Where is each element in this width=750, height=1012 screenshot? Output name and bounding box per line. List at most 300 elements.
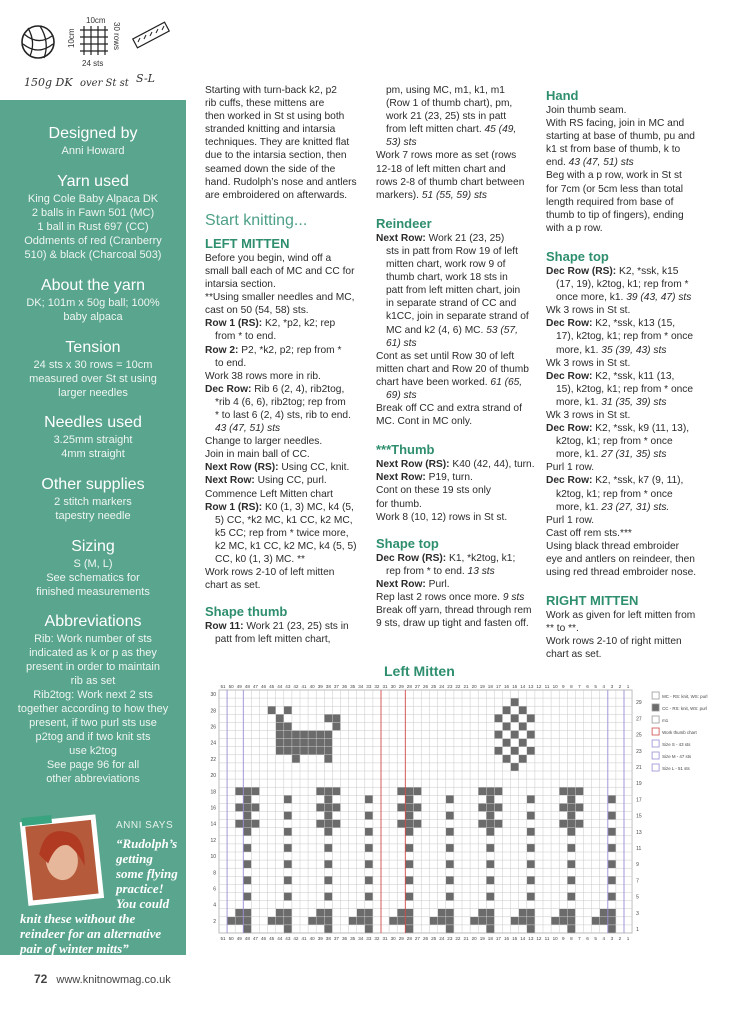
- row-text: K2, *ssk, k7 (9, 11),: [592, 475, 684, 487]
- instruction-line: for 7cm (or 5cm less than total: [546, 183, 684, 195]
- chart-row-label: 28: [210, 708, 216, 715]
- hand-heading: Hand: [546, 88, 579, 103]
- chart-column-label: 9: [561, 936, 565, 941]
- stitch-count: 39 (43, 47) sts: [623, 292, 692, 304]
- chart-column-label: 36: [341, 936, 348, 941]
- chart-cc-cell: [243, 893, 251, 901]
- instruction-line: thumb to tip of fingers), ending: [546, 209, 684, 221]
- chart-column-label: 14: [520, 936, 526, 941]
- instruction-line: [376, 471, 536, 484]
- chart-cc-cell: [592, 917, 600, 925]
- chart-row-label: 9: [636, 862, 639, 869]
- stitch-count: 53) sts: [386, 137, 417, 149]
- chart-cc-cell: [527, 812, 535, 820]
- chart-column-label: 42: [293, 684, 299, 689]
- chart-legend-swatch: [652, 704, 659, 711]
- chart-column-label: 16: [503, 936, 510, 941]
- quote-line: You could: [116, 896, 170, 911]
- needles-section: [0, 413, 186, 461]
- stitch-count: 23 (27, 31) sts.: [598, 501, 670, 513]
- row-text: once more, k1.: [556, 292, 624, 304]
- chart-cc-cell: [511, 698, 519, 706]
- column-3: [546, 84, 716, 662]
- chart-cc-cell: [494, 803, 502, 811]
- row-label: Row 2:: [205, 344, 239, 356]
- instruction-line: from * to end.: [215, 331, 277, 343]
- chart-column-label: 36: [341, 684, 348, 689]
- chart-cc-cell: [235, 909, 243, 917]
- row-text: from left mitten chart.: [386, 124, 482, 136]
- chart-legend-swatch: [652, 764, 659, 771]
- chart-svg: [205, 682, 745, 944]
- chart-column-label: 20: [471, 936, 477, 941]
- chart-cc-cell: [308, 917, 316, 925]
- instruction-line: cast on 50 (54, 58) sts.: [205, 305, 309, 317]
- chart-cc-cell: [243, 925, 251, 933]
- instruction-line: [205, 474, 365, 487]
- sizing-heading: Sizing: [71, 538, 115, 555]
- instruction-line: Work 38 rows more in rib.: [205, 370, 321, 382]
- row-label: Dec Row (RS):: [376, 552, 447, 564]
- instruction-line: Work 7 rows more as set (rows: [376, 150, 517, 162]
- instruction-line: Wk 3 rows in St st.: [546, 357, 631, 369]
- instruction-line: k1 st from base of thumb, k to: [546, 144, 681, 156]
- supplies-section: [0, 475, 186, 523]
- instruction-line: [205, 317, 365, 330]
- chart-cc-cell: [446, 917, 454, 925]
- chart-cc-cell: [332, 787, 340, 795]
- chart-row-label: 17: [636, 797, 642, 804]
- chart-cc-cell: [276, 731, 284, 739]
- abbreviation-line: together according to how they: [17, 703, 169, 715]
- chart-cc-cell: [608, 925, 616, 933]
- thumb-shape-top-heading: Shape top: [376, 535, 439, 551]
- chart-cc-cell: [405, 876, 413, 884]
- row-label: Next Row (RS):: [205, 462, 279, 474]
- chart-cc-cell: [405, 787, 413, 795]
- chart-cc-cell: [276, 714, 284, 722]
- instruction-line: Break off CC and extra strand of: [376, 403, 522, 415]
- chart-column-label: 33: [366, 936, 372, 941]
- chart-column-label: 38: [325, 684, 331, 689]
- tension-grid-icon: [80, 26, 108, 55]
- instruction-line: [546, 291, 716, 304]
- chart-cc-cell: [567, 828, 575, 836]
- chart-cc-cell: [600, 909, 608, 917]
- instruction-line: [205, 344, 365, 357]
- chart-cc-cell: [243, 828, 251, 836]
- row-label: Dec Row:: [546, 475, 593, 487]
- chart-cc-cell: [519, 917, 527, 925]
- chart-cc-cell: [478, 787, 486, 795]
- row-text: P2, *k2, p2; rep from *: [238, 344, 342, 356]
- intro-line: techniques. They are knitted flat: [205, 137, 350, 149]
- chart-cc-cell: [503, 739, 511, 747]
- row-text: Work 21 (23, 25) sts in: [243, 621, 349, 633]
- chart-row-label: 14: [210, 821, 216, 828]
- chart-row-label: 8: [213, 870, 216, 877]
- row-text: end.: [546, 157, 566, 169]
- chart-cc-cell: [486, 828, 494, 836]
- chart-cc-cell: [567, 787, 575, 795]
- instruction-line: [376, 189, 536, 202]
- reindeer-heading: Reindeer: [376, 215, 432, 231]
- chart-cc-cell: [308, 731, 316, 739]
- chart-cc-cell: [486, 917, 494, 925]
- yarn-used-heading: Yarn used: [57, 173, 129, 190]
- chart-cc-cell: [365, 844, 373, 852]
- designed-by-section: [0, 124, 186, 158]
- row-text: K0 (1, 3) MC, k4 (5,: [262, 501, 354, 513]
- chart-column-label: 10: [552, 936, 558, 941]
- chart-legend-swatch: [652, 692, 659, 699]
- instruction-line: *rib 4 (6, 6), rib2tog; rep from: [215, 396, 346, 408]
- instruction-line: eye and antlers on reindeer, then: [546, 554, 695, 565]
- instruction-line: [546, 344, 716, 357]
- chart-row-label: 4: [213, 902, 216, 909]
- chart-cc-cell: [405, 893, 413, 901]
- row-text: MC and k2 (4, 6) MC.: [386, 324, 484, 336]
- chart-column-label: 15: [512, 936, 518, 941]
- instruction-line: [546, 317, 716, 330]
- chart-cc-cell: [324, 820, 332, 828]
- needles-line: 4mm straight: [61, 448, 125, 460]
- chart-cc-cell: [608, 860, 616, 868]
- abbreviation-line: See page 96 for all: [46, 759, 140, 771]
- chart-column-label: 32: [374, 684, 380, 689]
- chart-cc-cell: [527, 747, 535, 755]
- chart-cc-cell: [567, 844, 575, 852]
- chart-cc-cell: [316, 820, 324, 828]
- tension-heading: Tension: [65, 339, 121, 356]
- chart-cc-cell: [567, 893, 575, 901]
- chart-cc-cell: [268, 917, 276, 925]
- chart-column-label: 18: [487, 684, 493, 689]
- chart-row-label: 24: [210, 740, 216, 747]
- chart-cc-cell: [365, 860, 373, 868]
- abbreviation-line: p2tog and if two knit sts: [35, 731, 151, 743]
- chart-cc-cell: [519, 706, 527, 714]
- page-footer: [34, 972, 171, 986]
- ruler-icon: [133, 22, 169, 48]
- instruction-line: Wk 3 rows in St st.: [546, 409, 631, 421]
- instruction-line: mitten chart and Row 20 of thumb: [376, 363, 529, 375]
- chart-column-label: 23: [447, 684, 453, 689]
- chart-cc-cell: [316, 909, 324, 917]
- anni-says-label: ANNI SAYS: [116, 820, 174, 831]
- chart-cc-cell: [316, 803, 324, 811]
- chart-column-label: 13: [528, 936, 534, 941]
- instruction-line: 12-18 of left mitten chart and: [376, 163, 506, 175]
- chart-column-label: 34: [358, 936, 364, 941]
- row-text: more, k1.: [556, 396, 599, 408]
- chart-cc-cell: [284, 731, 292, 739]
- chart-row-label: 6: [213, 886, 216, 893]
- chart-cc-cell: [235, 820, 243, 828]
- chart-cc-cell: [503, 706, 511, 714]
- chart-cc-cell: [284, 860, 292, 868]
- chart-column-label: 32: [374, 936, 380, 941]
- chart-cc-cell: [486, 844, 494, 852]
- intro-line: seamed down the side of the: [205, 163, 336, 175]
- instruction-line: With RS facing, join in MC and: [546, 118, 685, 130]
- yarn-line: 510) & black (Charcoal 503): [24, 249, 162, 261]
- chart-cc-cell: [600, 917, 608, 925]
- chart-column-label: 50: [228, 936, 234, 941]
- chart-column-label: 29: [398, 684, 404, 689]
- chart-cc-cell: [243, 820, 251, 828]
- chart-cc-cell: [268, 706, 276, 714]
- instruction-line: [376, 324, 536, 337]
- chart-legend-label: CC - RS: knit, WS: purl: [662, 706, 707, 711]
- chart-cc-cell: [430, 917, 438, 925]
- chart-cc-cell: [527, 860, 535, 868]
- instruction-line: Purl 1 row.: [546, 514, 595, 526]
- instruction-line: pm, using MC, m1, k1, m1: [386, 85, 505, 96]
- stitch-count: 13 sts: [464, 565, 495, 577]
- instruction-line: Using black thread embroider: [546, 540, 680, 552]
- chart-cc-cell: [300, 747, 308, 755]
- chart-cc-cell: [486, 803, 494, 811]
- chart-column-label: 20: [471, 684, 477, 689]
- instruction-line: Work rows 2-10 of right mitten: [546, 636, 682, 648]
- sidebar: [0, 0, 186, 955]
- stitch-count: 9 sts: [500, 592, 525, 603]
- chart-cc-cell: [397, 820, 405, 828]
- chart-cc-cell: [608, 876, 616, 884]
- chart-cc-cell: [324, 917, 332, 925]
- row-text: K2, *p2, k2; rep: [262, 318, 336, 330]
- chart-column-label: 51: [220, 684, 226, 689]
- chart-cc-cell: [284, 925, 292, 933]
- chart-column-label: 45: [269, 936, 275, 941]
- chart-cc-cell: [559, 909, 567, 917]
- chart-cc-cell: [405, 803, 413, 811]
- stitch-count: 45 (49,: [481, 124, 517, 136]
- tension-line: larger needles: [58, 387, 128, 399]
- chart-cc-cell: [251, 787, 259, 795]
- chart-row-label: 5: [636, 894, 639, 901]
- instruction-line: MC. Cont in MC only.: [376, 416, 473, 428]
- instruction-line: 9 sts, draw up tight and fasten off.: [376, 618, 529, 630]
- instruction-line: k1CC, join in separate strand of: [386, 311, 529, 323]
- chart-cc-cell: [527, 917, 535, 925]
- info-icons: [0, 0, 186, 100]
- chart-cc-cell: [316, 731, 324, 739]
- chart-cc-cell: [405, 820, 413, 828]
- chart-cc-cell: [567, 820, 575, 828]
- chart-column-label: 39: [317, 936, 323, 941]
- supplies-line: tapestry needle: [55, 510, 131, 522]
- chart-cc-cell: [494, 714, 502, 722]
- abbreviation-line: Rib2tog: Work next 2 sts: [33, 689, 153, 701]
- instruction-line: Before you begin, wind off a: [205, 252, 332, 264]
- chart-cc-cell: [527, 893, 535, 901]
- chart-column-label: 3: [610, 936, 614, 941]
- instruction-line: [205, 620, 365, 633]
- chart-column-label: 45: [269, 684, 275, 689]
- chart-row-label: 13: [636, 829, 642, 836]
- row-label: Row 1 (RS):: [205, 501, 263, 513]
- chart-cc-cell: [235, 917, 243, 925]
- sizing-line: finished measurements: [36, 586, 150, 598]
- chart-row-label: 19: [636, 781, 642, 788]
- chart-cc-cell: [511, 714, 519, 722]
- chart-cc-cell: [324, 714, 332, 722]
- chart-cc-cell: [527, 844, 535, 852]
- chart-row-label: 15: [636, 813, 642, 820]
- instruction-line: rows 2-8 of thumb chart between: [376, 176, 525, 188]
- chart-cc-cell: [527, 925, 535, 933]
- chart-cc-cell: [567, 812, 575, 820]
- chart-cc-cell: [349, 917, 357, 925]
- row-text: Purl.: [425, 578, 450, 590]
- chart-column-label: 1: [626, 684, 630, 689]
- chart-column-label: 37: [333, 936, 340, 941]
- chart-column-label: 24: [439, 684, 445, 689]
- chart-column-label: 41: [301, 936, 307, 941]
- chart-column-label: 26: [422, 936, 429, 941]
- chart-cc-cell: [397, 803, 405, 811]
- chart-cc-cell: [478, 917, 486, 925]
- instruction-line: in separate strand of CC and: [386, 298, 517, 310]
- chart-column-label: 5: [594, 936, 597, 941]
- instruction-line: Wk 3 rows in St st.: [546, 305, 631, 317]
- designed-by-heading: Designed by: [48, 125, 138, 142]
- chart-legend-label: Size M - 47 sts: [662, 754, 692, 759]
- chart-column-label: 8: [570, 936, 573, 941]
- instruction-line: intarsia section.: [205, 279, 276, 291]
- anni-quote: [20, 836, 182, 956]
- chart-cc-cell: [292, 747, 300, 755]
- chart-row-label: 2: [213, 918, 216, 925]
- chart-cc-cell: [324, 812, 332, 820]
- chart-cc-cell: [486, 876, 494, 884]
- chart-column-label: 40: [309, 684, 315, 689]
- chart-cc-cell: [494, 731, 502, 739]
- instruction-line: [376, 232, 536, 245]
- chart-column-label: 6: [586, 936, 589, 941]
- chart-cc-cell: [284, 828, 292, 836]
- chart-cc-cell: [575, 820, 583, 828]
- chart-row-label: 12: [210, 837, 216, 844]
- chart-cc-cell: [243, 917, 251, 925]
- chart-cc-cell: [316, 747, 324, 755]
- about-yarn-heading: About the yarn: [40, 277, 146, 294]
- chart-cc-cell: [486, 893, 494, 901]
- chart-cc-cell: [511, 747, 519, 755]
- chart-cc-cell: [527, 731, 535, 739]
- chart-cc-cell: [284, 876, 292, 884]
- sizing-line: S (M, L): [73, 558, 113, 570]
- chart-column-label: 5: [594, 684, 597, 689]
- chart-cc-cell: [486, 787, 494, 795]
- chart-cc-cell: [365, 909, 373, 917]
- chart-column-label: 30: [390, 684, 396, 689]
- instruction-line: [205, 501, 365, 514]
- chart-column-label: 11: [544, 936, 550, 941]
- instruction-line: [546, 474, 716, 487]
- abbreviation-line: rib as set: [70, 675, 116, 687]
- chart-column-label: 16: [503, 684, 510, 689]
- row-label: Row 1 (RS):: [205, 318, 263, 330]
- chart-cc-cell: [438, 917, 446, 925]
- instruction-line: to end.: [215, 357, 247, 369]
- chart-legend-label: m1: [662, 718, 669, 723]
- start-knitting-heading: Start knitting...: [205, 211, 308, 229]
- quote-line: some flying: [116, 866, 178, 881]
- chart-row-label: 21: [636, 765, 642, 771]
- chart-cc-cell: [284, 909, 292, 917]
- chart-legend-swatch: [652, 752, 659, 759]
- chart-cc-cell: [276, 909, 284, 917]
- chart-column-label: 35: [350, 936, 356, 941]
- chart-cc-cell: [405, 828, 413, 836]
- chart-column-label: 43: [285, 936, 291, 941]
- chart-cc-cell: [494, 787, 502, 795]
- intro-line: rib cuffs, these mittens are: [205, 98, 325, 110]
- instruction-line: work 21 (23, 25) sts in patt: [386, 111, 507, 123]
- chart-cc-cell: [243, 844, 251, 852]
- quote-line: reindeer for an alternative: [20, 926, 162, 941]
- chart-column-label: 31: [382, 936, 388, 941]
- instruction-line: CC, k0 (1, 3) MC. **: [215, 554, 306, 565]
- row-text: Rib 6 (2, 4), rib2tog,: [251, 383, 345, 395]
- chart-cc-cell: [324, 893, 332, 901]
- chart-cc-cell: [511, 917, 519, 925]
- chart-cc-cell: [365, 917, 373, 925]
- chart-cc-cell: [365, 812, 373, 820]
- chart-column-label: 22: [455, 684, 461, 689]
- chart-cc-cell: [567, 876, 575, 884]
- chart-cc-cell: [405, 812, 413, 820]
- intro-line: are embroidered on afterwards.: [205, 189, 348, 201]
- chart-cc-cell: [608, 828, 616, 836]
- instruction-line: Join in main ball of CC.: [205, 449, 310, 461]
- chart-cc-cell: [486, 795, 494, 803]
- chart-cc-cell: [324, 925, 332, 933]
- chart-cc-cell: [284, 795, 292, 803]
- chart-column-label: 6: [586, 684, 589, 689]
- instruction-line: [376, 552, 536, 565]
- chart-cc-cell: [324, 844, 332, 852]
- chart-cc-cell: [276, 917, 284, 925]
- chart-cc-cell: [511, 763, 519, 771]
- chart-column-label: 28: [406, 684, 412, 689]
- stitch-count: 35 (39, 43) sts: [598, 344, 667, 356]
- gauge-note: over St st: [80, 78, 129, 89]
- chart-cc-cell: [243, 787, 251, 795]
- yarn-line: Oddments of red (Cranberry: [24, 235, 162, 247]
- chart-cc-cell: [608, 917, 616, 925]
- chart-cc-cell: [494, 820, 502, 828]
- abbreviations-heading: Abbreviations: [44, 613, 142, 630]
- chart-cc-cell: [243, 795, 251, 803]
- instruction-line: starting at base of thumb, pu and: [546, 131, 695, 143]
- row-text: Rep last 2 rows once more.: [376, 592, 501, 603]
- chart-cc-cell: [503, 755, 511, 763]
- chart-column-label: 8: [570, 684, 573, 689]
- chart-cc-cell: [446, 844, 454, 852]
- chart-column-label: 19: [479, 936, 485, 941]
- intro-line: Starting with turn-back k2, p2: [205, 85, 337, 96]
- stitch-count: 51 (55, 59) sts: [419, 189, 487, 201]
- instruction-line: Work rows 2-10 of left mitten: [205, 567, 335, 579]
- instruction-line: [376, 123, 536, 136]
- chart-row-label: 29: [636, 700, 642, 707]
- chart-legend-label: Work thumb chart: [662, 730, 697, 735]
- chart-cc-cell: [227, 917, 235, 925]
